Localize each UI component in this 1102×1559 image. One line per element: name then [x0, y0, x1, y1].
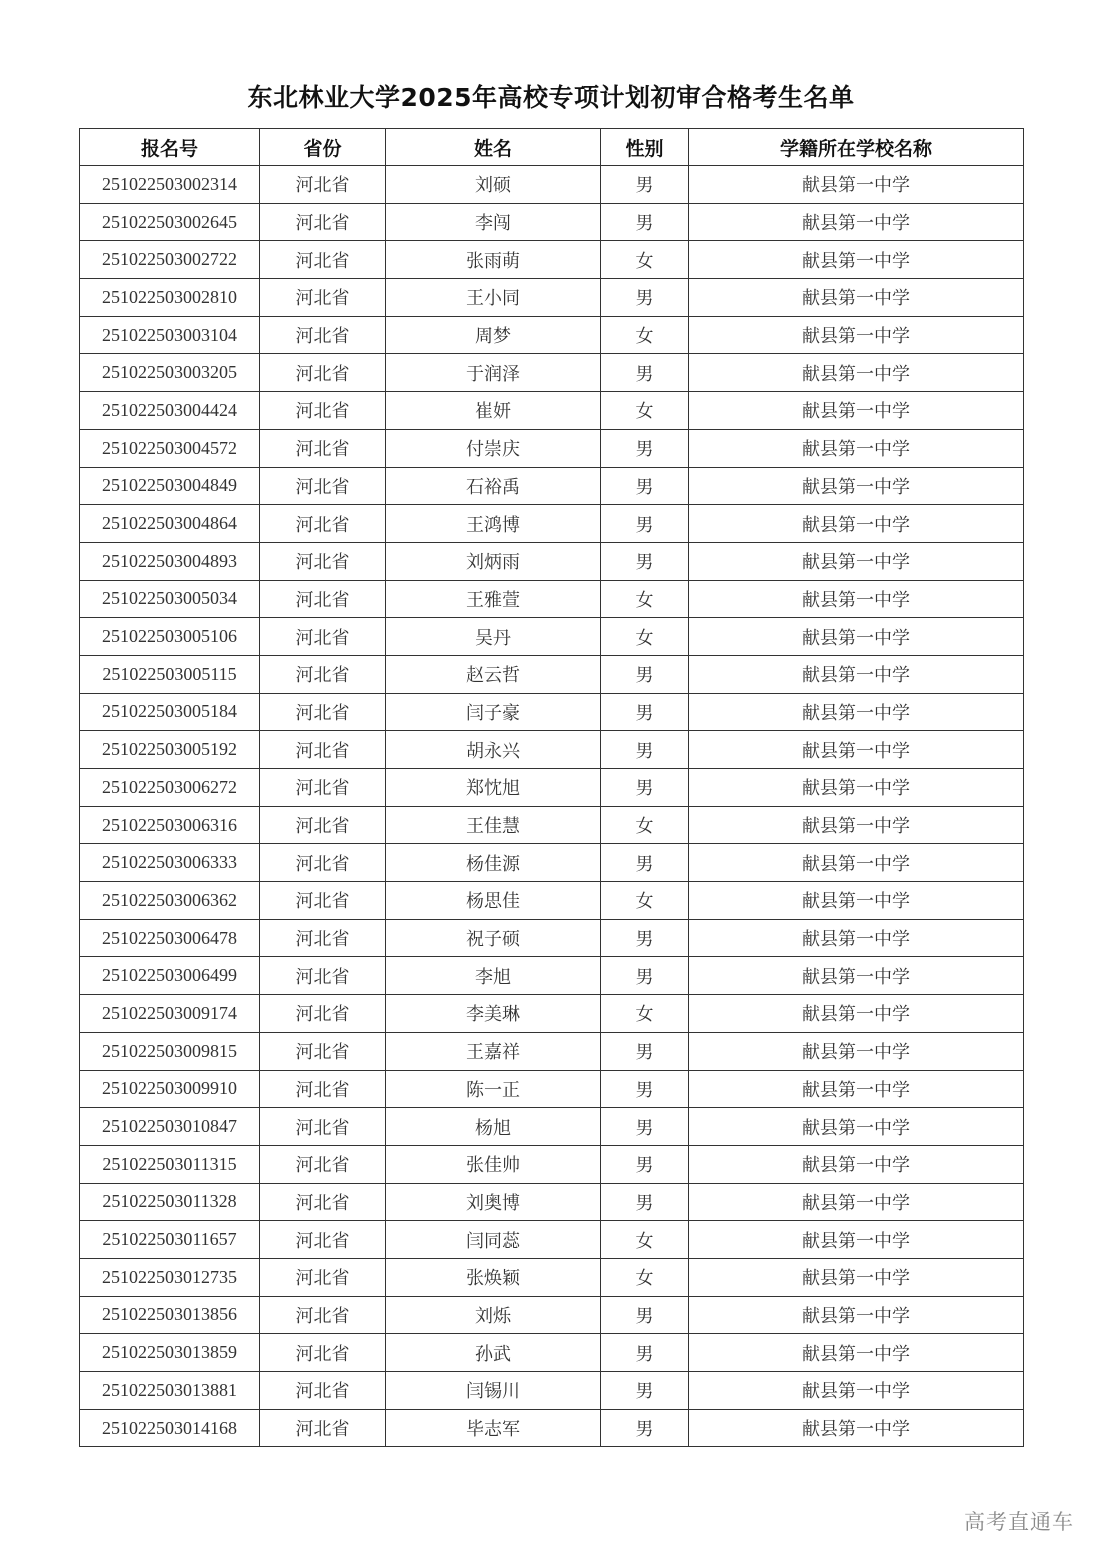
school-cell: 献县第一中学: [689, 542, 1024, 580]
name-cell: 李闯: [386, 203, 601, 241]
gender-cell: 女: [601, 882, 689, 920]
school-cell: 献县第一中学: [689, 1145, 1024, 1183]
table-row: [80, 1296, 1024, 1334]
registration-number-cell: 251022503003205: [80, 354, 260, 392]
gender-cell: 女: [601, 806, 689, 844]
school-cell: 献县第一中学: [689, 203, 1024, 241]
gender-cell: 女: [601, 580, 689, 618]
gender-cell: 女: [601, 618, 689, 656]
gender-cell: 男: [601, 166, 689, 204]
name-cell: 石裕禹: [386, 467, 601, 505]
registration-number-cell: 251022503004864: [80, 505, 260, 543]
table-row: [80, 241, 1024, 279]
registration-number-cell: 251022503012735: [80, 1258, 260, 1296]
name-cell: 刘硕: [386, 166, 601, 204]
school-cell: 献县第一中学: [689, 693, 1024, 731]
province-cell: 河北省: [260, 1258, 386, 1296]
school-cell: 献县第一中学: [689, 731, 1024, 769]
province-cell: 河北省: [260, 1334, 386, 1372]
gender-cell: 男: [601, 1108, 689, 1146]
province-cell: 河北省: [260, 1409, 386, 1447]
province-cell: 河北省: [260, 1108, 386, 1146]
table-header-row: [80, 129, 1024, 166]
table-row: [80, 806, 1024, 844]
name-cell: 李旭: [386, 957, 601, 995]
registration-number-cell: 251022503009910: [80, 1070, 260, 1108]
table-row: [80, 1070, 1024, 1108]
name-cell: 李美琳: [386, 995, 601, 1033]
table-row: [80, 618, 1024, 656]
gender-cell: 男: [601, 731, 689, 769]
registration-number-cell: 251022503005106: [80, 618, 260, 656]
gender-cell: 男: [601, 279, 689, 317]
header-name: 姓名: [386, 129, 601, 166]
school-cell: 献县第一中学: [689, 316, 1024, 354]
table-row: [80, 505, 1024, 543]
school-cell: 献县第一中学: [689, 580, 1024, 618]
table-row: [80, 1372, 1024, 1410]
province-cell: 河北省: [260, 957, 386, 995]
school-cell: 献县第一中学: [689, 166, 1024, 204]
school-cell: 献县第一中学: [689, 1334, 1024, 1372]
gender-cell: 男: [601, 1183, 689, 1221]
gender-cell: 女: [601, 995, 689, 1033]
gender-cell: 男: [601, 957, 689, 995]
table-row: [80, 1108, 1024, 1146]
province-cell: 河北省: [260, 354, 386, 392]
province-cell: 河北省: [260, 241, 386, 279]
school-cell: 献县第一中学: [689, 957, 1024, 995]
school-cell: 献县第一中学: [689, 1108, 1024, 1146]
school-cell: 献县第一中学: [689, 1032, 1024, 1070]
name-cell: 王佳慧: [386, 806, 601, 844]
province-cell: 河北省: [260, 1183, 386, 1221]
gender-cell: 男: [601, 1334, 689, 1372]
school-cell: 献县第一中学: [689, 844, 1024, 882]
registration-number-cell: 251022503013859: [80, 1334, 260, 1372]
header-registration-number: 报名号: [80, 129, 260, 166]
table-row: [80, 1334, 1024, 1372]
gender-cell: 男: [601, 354, 689, 392]
name-cell: 王嘉祥: [386, 1032, 601, 1070]
gender-cell: 男: [601, 203, 689, 241]
province-cell: 河北省: [260, 1070, 386, 1108]
province-cell: 河北省: [260, 882, 386, 920]
province-cell: 河北省: [260, 806, 386, 844]
school-cell: 献县第一中学: [689, 467, 1024, 505]
gender-cell: 女: [601, 1221, 689, 1259]
province-cell: 河北省: [260, 731, 386, 769]
name-cell: 杨思佳: [386, 882, 601, 920]
registration-number-cell: 251022503011328: [80, 1183, 260, 1221]
province-cell: 河北省: [260, 279, 386, 317]
gender-cell: 男: [601, 693, 689, 731]
gender-cell: 男: [601, 542, 689, 580]
gender-cell: 女: [601, 392, 689, 430]
name-cell: 刘奥博: [386, 1183, 601, 1221]
table-row: [80, 1145, 1024, 1183]
name-cell: 张焕颖: [386, 1258, 601, 1296]
table-row: [80, 1258, 1024, 1296]
table-row: [80, 166, 1024, 204]
table-row: [80, 1409, 1024, 1447]
registration-number-cell: 251022503005034: [80, 580, 260, 618]
registration-number-cell: 251022503011315: [80, 1145, 260, 1183]
table-row: [80, 1032, 1024, 1070]
table-row: [80, 467, 1024, 505]
registration-number-cell: 251022503002810: [80, 279, 260, 317]
header-school: 学籍所在学校名称: [689, 129, 1024, 166]
table-row: [80, 995, 1024, 1033]
province-cell: 河北省: [260, 542, 386, 580]
gender-cell: 女: [601, 241, 689, 279]
name-cell: 闫子豪: [386, 693, 601, 731]
table-row: [80, 279, 1024, 317]
gender-cell: 男: [601, 1296, 689, 1334]
registration-number-cell: 251022503011657: [80, 1221, 260, 1259]
name-cell: 毕志军: [386, 1409, 601, 1447]
table-row: [80, 655, 1024, 693]
gender-cell: 女: [601, 316, 689, 354]
name-cell: 闫同蕊: [386, 1221, 601, 1259]
school-cell: 献县第一中学: [689, 505, 1024, 543]
province-cell: 河北省: [260, 392, 386, 430]
school-cell: 献县第一中学: [689, 354, 1024, 392]
school-cell: 献县第一中学: [689, 618, 1024, 656]
province-cell: 河北省: [260, 769, 386, 807]
header-province: 省份: [260, 129, 386, 166]
table-row: [80, 844, 1024, 882]
table-row: [80, 392, 1024, 430]
table-row: [80, 693, 1024, 731]
school-cell: 献县第一中学: [689, 1183, 1024, 1221]
table-row: [80, 1183, 1024, 1221]
registration-number-cell: 251022503009174: [80, 995, 260, 1033]
registration-number-cell: 251022503002314: [80, 166, 260, 204]
name-cell: 孙武: [386, 1334, 601, 1372]
registration-number-cell: 251022503006362: [80, 882, 260, 920]
registration-number-cell: 251022503005115: [80, 655, 260, 693]
school-cell: 献县第一中学: [689, 1258, 1024, 1296]
table-row: [80, 769, 1024, 807]
school-cell: 献县第一中学: [689, 806, 1024, 844]
school-cell: 献县第一中学: [689, 655, 1024, 693]
name-cell: 张雨萌: [386, 241, 601, 279]
gender-cell: 女: [601, 1258, 689, 1296]
document-title: 东北林业大学2025年高校专项计划初审合格考生名单: [247, 83, 855, 112]
name-cell: 张佳帅: [386, 1145, 601, 1183]
province-cell: 河北省: [260, 429, 386, 467]
registration-number-cell: 251022503004424: [80, 392, 260, 430]
name-cell: 付崇庆: [386, 429, 601, 467]
school-cell: 献县第一中学: [689, 1409, 1024, 1447]
school-cell: 献县第一中学: [689, 995, 1024, 1033]
registration-number-cell: 251022503004893: [80, 542, 260, 580]
name-cell: 王鸿博: [386, 505, 601, 543]
province-cell: 河北省: [260, 995, 386, 1033]
province-cell: 河北省: [260, 166, 386, 204]
name-cell: 杨旭: [386, 1108, 601, 1146]
name-cell: 周梦: [386, 316, 601, 354]
registration-number-cell: 251022503006478: [80, 919, 260, 957]
registration-number-cell: 251022503006499: [80, 957, 260, 995]
province-cell: 河北省: [260, 618, 386, 656]
province-cell: 河北省: [260, 580, 386, 618]
table-row: [80, 1221, 1024, 1259]
registration-number-cell: 251022503002722: [80, 241, 260, 279]
name-cell: 于润泽: [386, 354, 601, 392]
gender-cell: 男: [601, 1409, 689, 1447]
province-cell: 河北省: [260, 693, 386, 731]
province-cell: 河北省: [260, 203, 386, 241]
table-row: [80, 731, 1024, 769]
table-row: [80, 542, 1024, 580]
province-cell: 河北省: [260, 919, 386, 957]
name-cell: 陈一正: [386, 1070, 601, 1108]
gender-cell: 男: [601, 1145, 689, 1183]
province-cell: 河北省: [260, 1032, 386, 1070]
province-cell: 河北省: [260, 316, 386, 354]
gender-cell: 男: [601, 1032, 689, 1070]
table-row: [80, 957, 1024, 995]
school-cell: 献县第一中学: [689, 1221, 1024, 1259]
province-cell: 河北省: [260, 505, 386, 543]
school-cell: 献县第一中学: [689, 1296, 1024, 1334]
registration-number-cell: 251022503006272: [80, 769, 260, 807]
registration-number-cell: 251022503014168: [80, 1409, 260, 1447]
registration-number-cell: 251022503010847: [80, 1108, 260, 1146]
school-cell: 献县第一中学: [689, 392, 1024, 430]
table-row: [80, 429, 1024, 467]
registration-number-cell: 251022503006333: [80, 844, 260, 882]
table-row: [80, 316, 1024, 354]
province-cell: 河北省: [260, 1221, 386, 1259]
name-cell: 赵云哲: [386, 655, 601, 693]
name-cell: 王雅萱: [386, 580, 601, 618]
school-cell: 献县第一中学: [689, 241, 1024, 279]
header-gender: 性别: [601, 129, 689, 166]
gender-cell: 男: [601, 919, 689, 957]
registration-number-cell: 251022503005184: [80, 693, 260, 731]
table-row: [80, 882, 1024, 920]
name-cell: 刘烁: [386, 1296, 601, 1334]
candidate-table: [79, 128, 1024, 1447]
registration-number-cell: 251022503003104: [80, 316, 260, 354]
gender-cell: 男: [601, 429, 689, 467]
province-cell: 河北省: [260, 1372, 386, 1410]
name-cell: 祝子硕: [386, 919, 601, 957]
name-cell: 杨佳源: [386, 844, 601, 882]
name-cell: 闫锡川: [386, 1372, 601, 1410]
province-cell: 河北省: [260, 655, 386, 693]
province-cell: 河北省: [260, 467, 386, 505]
name-cell: 崔妍: [386, 392, 601, 430]
table-body: [80, 166, 1024, 1447]
table-row: [80, 919, 1024, 957]
gender-cell: 男: [601, 844, 689, 882]
name-cell: 吴丹: [386, 618, 601, 656]
table-row: [80, 203, 1024, 241]
table-row: [80, 580, 1024, 618]
gender-cell: 男: [601, 769, 689, 807]
name-cell: 胡永兴: [386, 731, 601, 769]
name-cell: 郑忱旭: [386, 769, 601, 807]
gender-cell: 男: [601, 467, 689, 505]
registration-number-cell: 251022503006316: [80, 806, 260, 844]
watermark: 高考直通车: [964, 1510, 1074, 1534]
school-cell: 献县第一中学: [689, 1070, 1024, 1108]
school-cell: 献县第一中学: [689, 769, 1024, 807]
registration-number-cell: 251022503005192: [80, 731, 260, 769]
school-cell: 献县第一中学: [689, 919, 1024, 957]
gender-cell: 男: [601, 1070, 689, 1108]
province-cell: 河北省: [260, 1296, 386, 1334]
school-cell: 献县第一中学: [689, 279, 1024, 317]
school-cell: 献县第一中学: [689, 1372, 1024, 1410]
gender-cell: 男: [601, 655, 689, 693]
name-cell: 刘炳雨: [386, 542, 601, 580]
registration-number-cell: 251022503013881: [80, 1372, 260, 1410]
table-row: [80, 354, 1024, 392]
school-cell: 献县第一中学: [689, 429, 1024, 467]
registration-number-cell: 251022503002645: [80, 203, 260, 241]
registration-number-cell: 251022503004572: [80, 429, 260, 467]
registration-number-cell: 251022503009815: [80, 1032, 260, 1070]
registration-number-cell: 251022503004849: [80, 467, 260, 505]
gender-cell: 男: [601, 505, 689, 543]
registration-number-cell: 251022503013856: [80, 1296, 260, 1334]
province-cell: 河北省: [260, 844, 386, 882]
name-cell: 王小同: [386, 279, 601, 317]
province-cell: 河北省: [260, 1145, 386, 1183]
school-cell: 献县第一中学: [689, 882, 1024, 920]
gender-cell: 男: [601, 1372, 689, 1410]
